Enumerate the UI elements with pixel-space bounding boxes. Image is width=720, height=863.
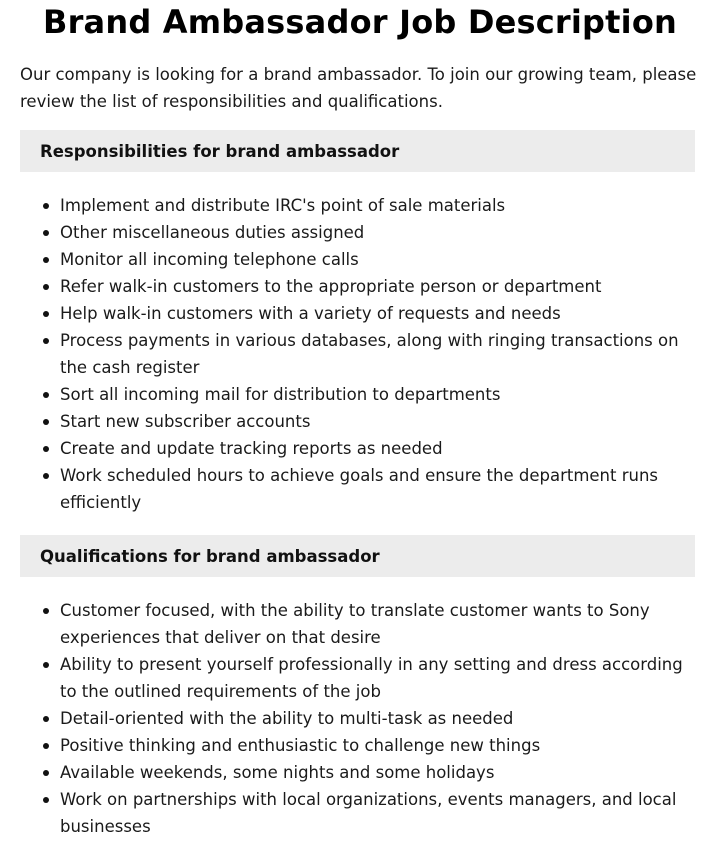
page-title: Brand Ambassador Job Description (42, 3, 677, 41)
list-item: Detail-oriented with the ability to multi-task as needed (60, 705, 695, 732)
list-item: Work scheduled hours to achieve goals and ensure the department runs efficiently (60, 462, 695, 516)
qualifications-heading: Qualifications for brand ambassador (20, 535, 695, 577)
list-item: Create and update tracking reports as needed (60, 435, 695, 462)
list-item: Positive thinking and enthusiastic to challenge new things (60, 732, 695, 759)
list-item: Refer walk-in customers to the appropriate person or department (60, 273, 695, 300)
list-item: Other miscellaneous duties assigned (60, 219, 695, 246)
list-item: Available weekends, some nights and some holidays (60, 759, 695, 786)
list-item: Work on partnerships with local organizations, events managers, and local businesses (60, 786, 695, 840)
list-item: Ability to present yourself professionally in any setting and dress according to the outlined requirements of the job (60, 651, 695, 705)
responsibilities-list (20, 192, 695, 516)
list-item: Customer focused, with the ability to translate customer wants to Sony experiences that deliver on that desire (60, 597, 695, 651)
list-item: Help walk-in customers with a variety of requests and needs (60, 300, 695, 327)
responsibilities-heading: Responsibilities for brand ambassador (20, 130, 695, 172)
list-item: Process payments in various databases, along with ringing transactions on the cash register (60, 327, 695, 381)
list-item: Implement and distribute IRC's point of sale materials (60, 192, 695, 219)
qualifications-list (20, 597, 695, 840)
list-item: Start new subscriber accounts (60, 408, 695, 435)
list-item: Sort all incoming mail for distribution to departments (60, 381, 695, 408)
list-item: Monitor all incoming telephone calls (60, 246, 695, 273)
intro-paragraph: Our company is looking for a brand ambassador. To join our growing team, please review the list of responsibilities and qualifications. (20, 65, 697, 111)
